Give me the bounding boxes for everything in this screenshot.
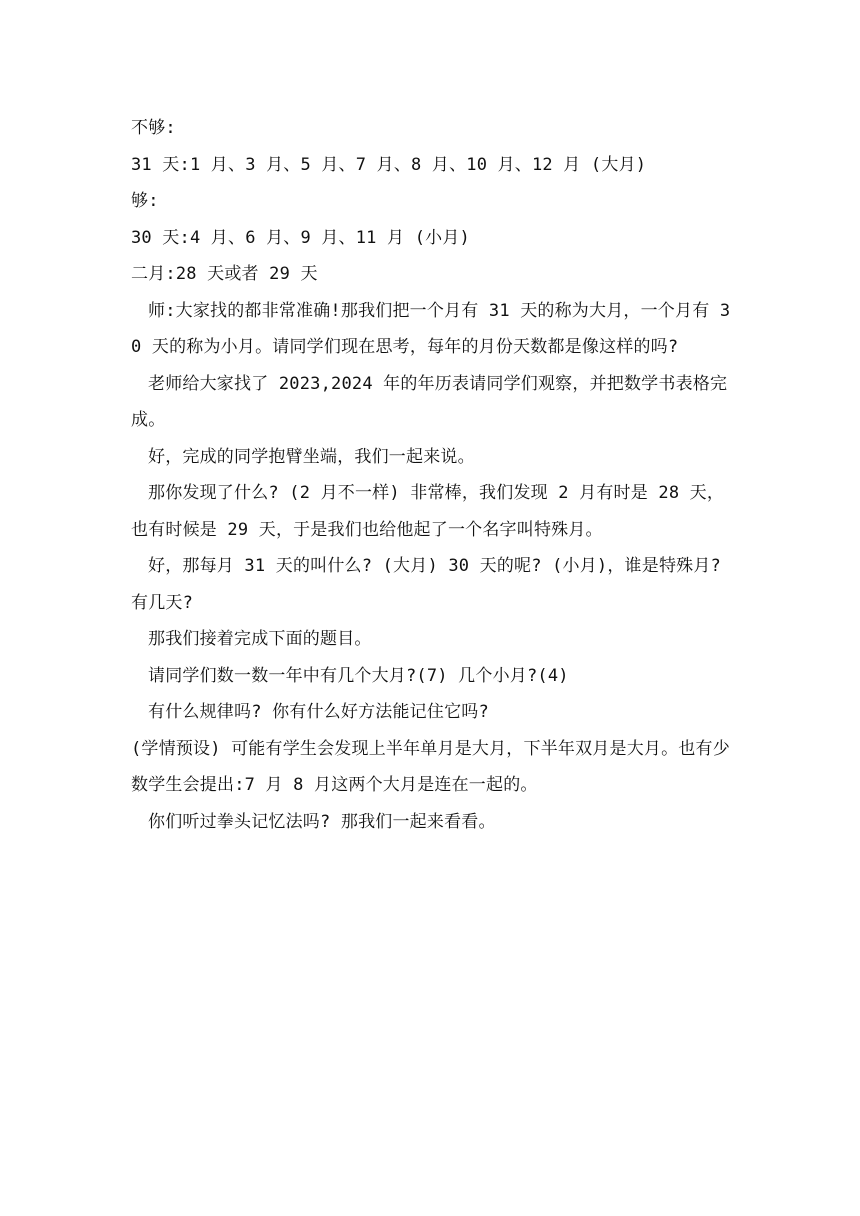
paragraph-enough: 够: xyxy=(131,191,159,211)
document-body xyxy=(131,110,735,840)
paragraph-february: 二月:28 天或者 29 天 xyxy=(131,264,318,284)
paragraph-discovery: 那你发现了什么? (2 月不一样) 非常棒，我们发现 2 月有时是 28 天，也有时候是 29 天，于是我们也给他起了一个名字叫特殊月。 xyxy=(131,483,725,540)
paragraph-next-task: 那我们接着完成下面的题目。 xyxy=(148,629,372,649)
paragraph-30-days: 30 天:4 月、6 月、9 月、11 月 (小月) xyxy=(131,227,470,248)
paragraph-calendar-task: 老师给大家找了 2023,2024 年的年历表请同学们观察，并把数学书表格完成。 xyxy=(131,373,728,430)
paragraph-count-months: 请同学们数一数一年中有几个大月?(7) 几个小月?(4) xyxy=(148,665,569,686)
paragraph-teacher-intro: 师:大家找的都非常准确!那我们把一个月有 31 天的称为大月，一个月有 30 天的称为小月。请同学们现在思考，每年的月份天数都是像这样的吗? xyxy=(131,300,731,357)
paragraph-learning-preview: (学情预设) 可能有学生会发现上半年单月是大月，下半年双月是大月。也有少数学生会提出:7 月 8 月这两个大月是连在一起的。 xyxy=(131,738,730,795)
paragraph-review: 好，那每月 31 天的叫什么? (大月) 30 天的呢? (小月)，谁是特殊月? 有几天? xyxy=(131,556,721,613)
paragraph-31-days: 31 天:1 月、3 月、5 月、7 月、8 月、10 月、12 月 (大月) xyxy=(131,154,647,175)
paragraph-fist-method: 你们听过拳头记忆法吗? 那我们一起来看看。 xyxy=(148,811,496,832)
paragraph-complete: 好，完成的同学抱臂坐端，我们一起来说。 xyxy=(148,446,475,467)
paragraph-pattern-question: 有什么规律吗? 你有什么好方法能记住它吗? xyxy=(148,702,489,722)
paragraph-not-enough: 不够: xyxy=(131,118,176,138)
